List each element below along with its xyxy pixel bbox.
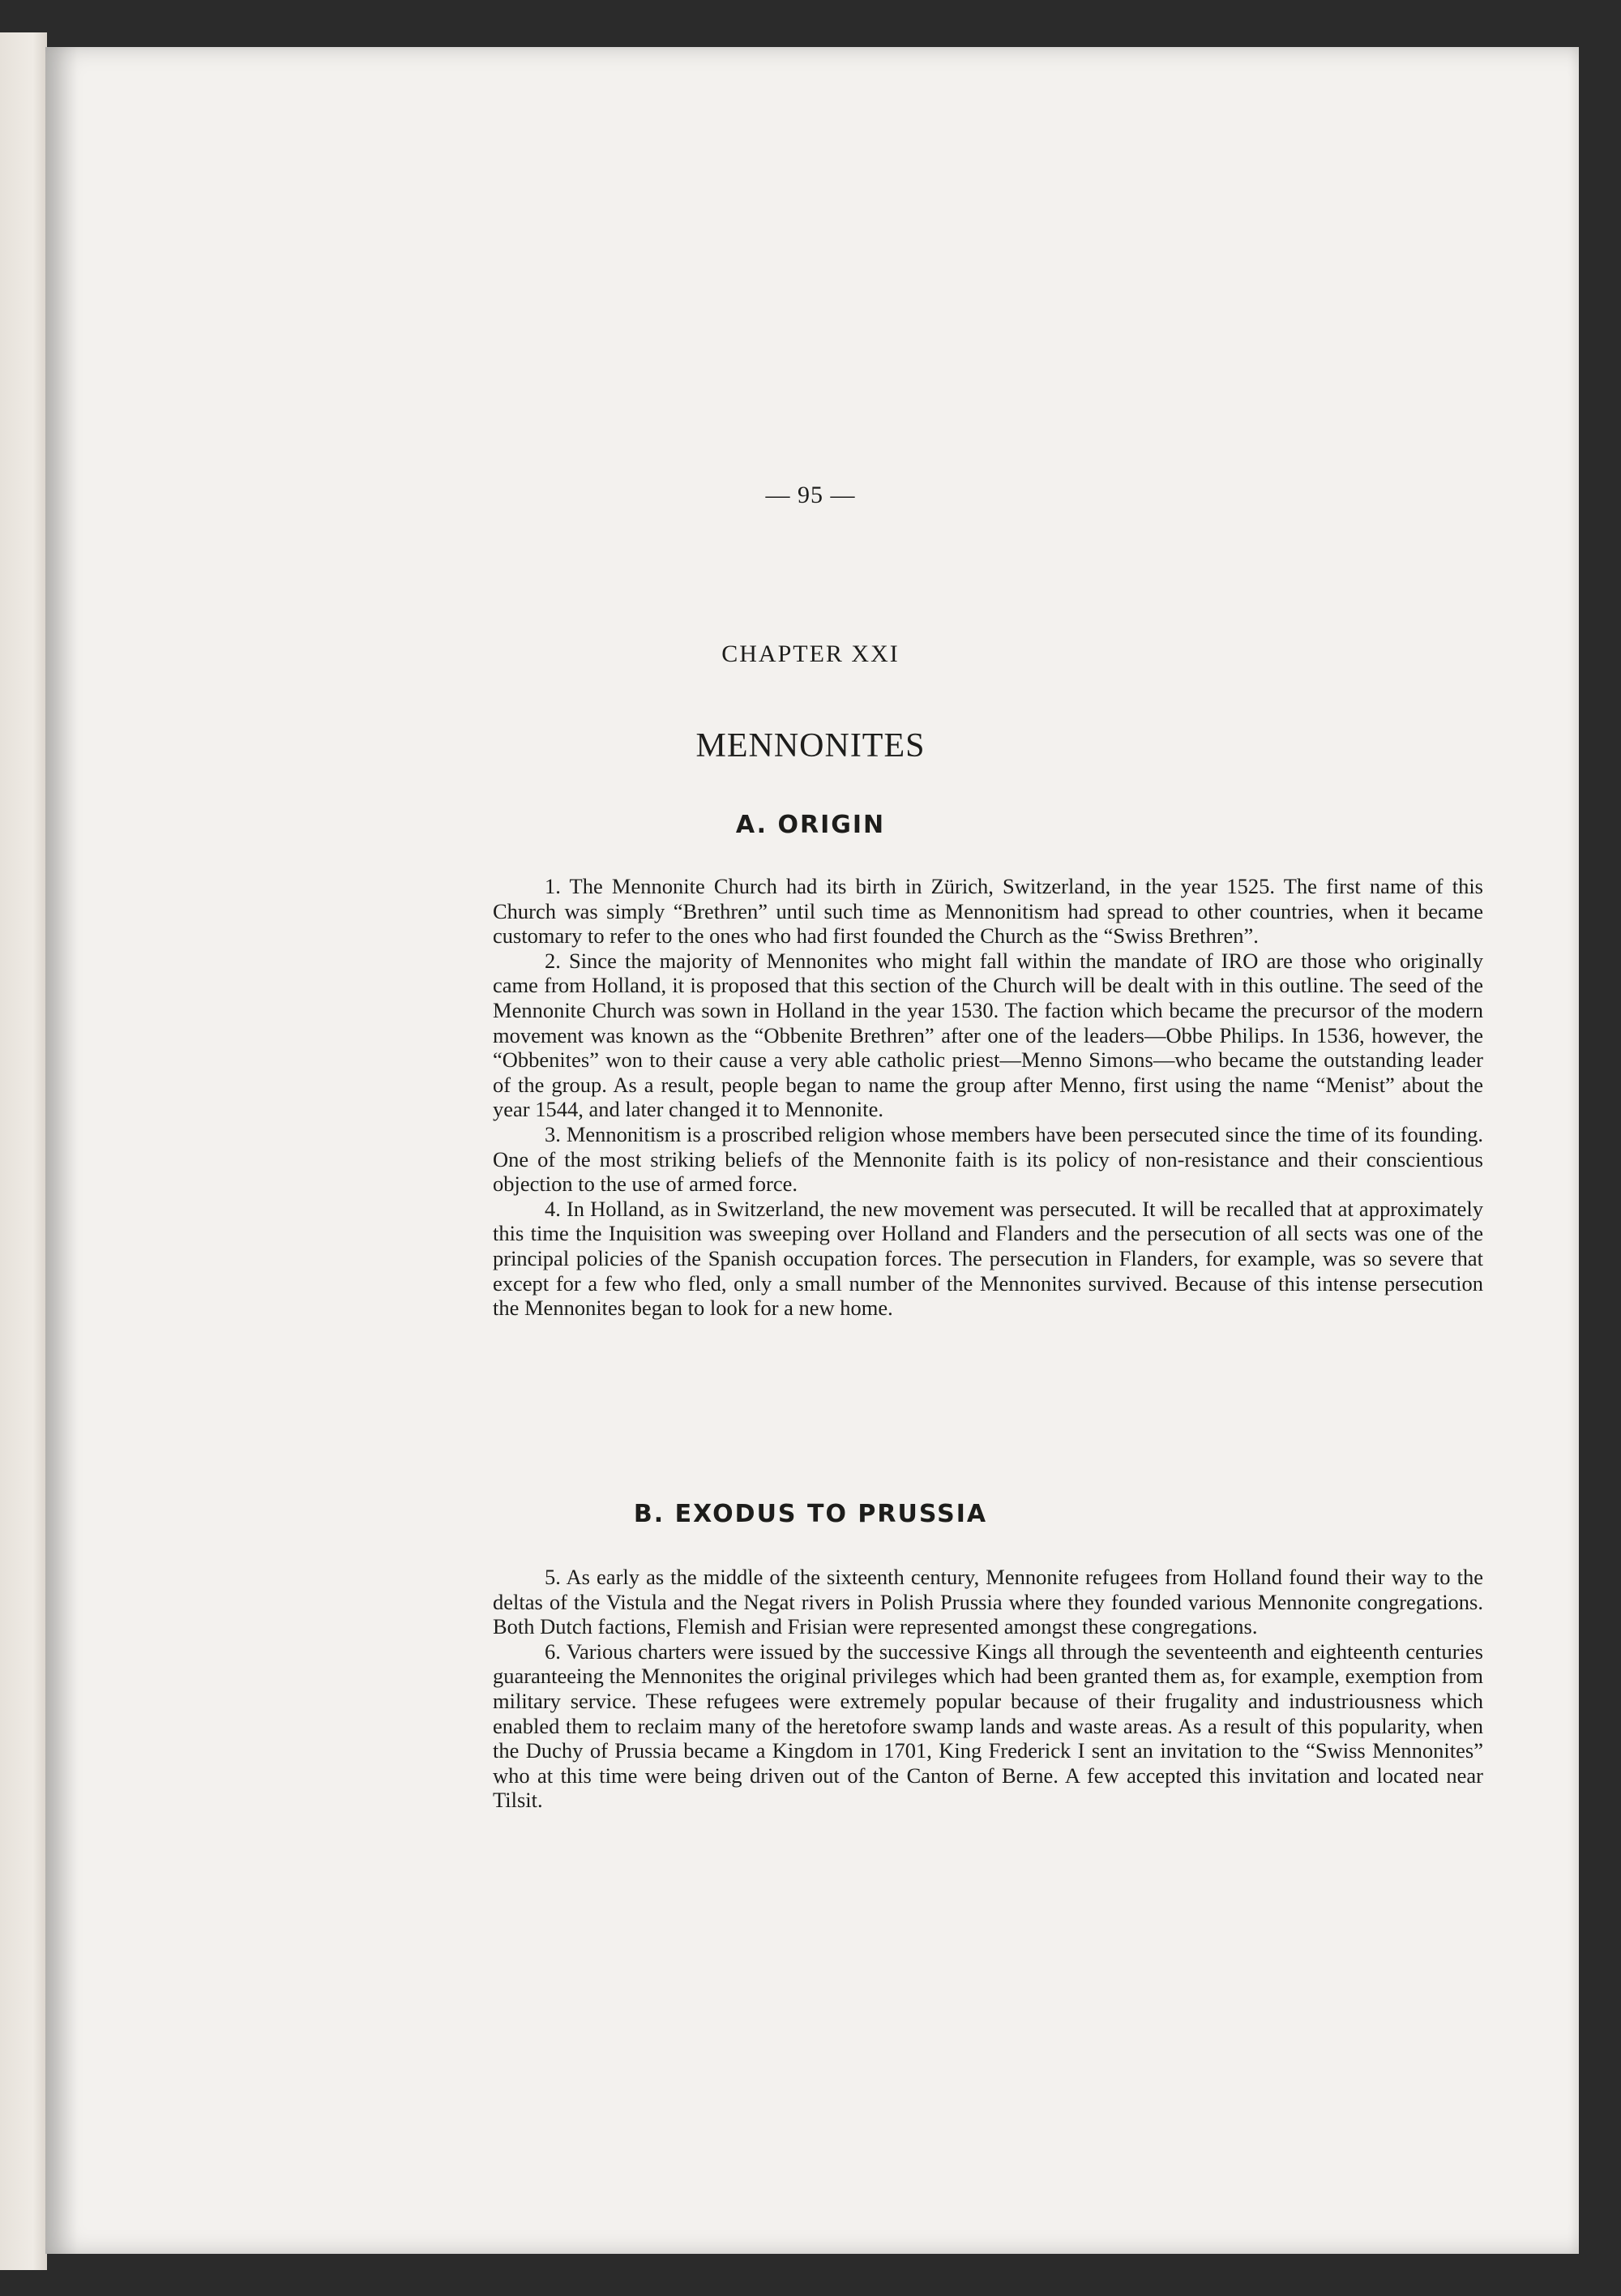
section-heading-origin: A. ORIGIN [735, 811, 886, 839]
spine-shadow [45, 47, 78, 2254]
page-number: — 95 — [765, 482, 856, 508]
paragraph-5: 5. As early as the middle of the sixteenth century, Mennonite refugees from Holland found their way to the deltas of the Vistula and the Negat rivers in Polish Prussia where they founded various Mennonite congregations. Both Dutch factions, Flemish and Frisian were represented amongst these congregations. [493, 1565, 1483, 1639]
section-body-exodus [493, 1565, 1483, 1813]
chapter-label: CHAPTER XXI [721, 640, 900, 667]
paragraph-6: 6. Various charters were issued by the successive Kings all through the seventeenth and eighteenth centuries guaranteeing the Mennonites the original privileges which had been granted them as, for example, exemption from military service. These refugees were extremely popular because of their frugality and industriousness which enabled them to reclaim many of the heretofore swamp lands and waste areas. As a result of this popularity, when the Duchy of Prussia became a Kingdom in 1701, King Frederick I sent an invitation to the “Swiss Mennonites” who at this time were being driven out of the Canton of Berne. A few accepted this invitation and located near Tilsit. [493, 1638, 1483, 1813]
paragraph-4: 4. In Holland, as in Switzerland, the new movement was persecuted. It will be recalled that at approximately this time the Inquisition was sweeping over Holland and Flanders and the persecution of all sects was one of the principal policies of the Spanish occupation forces. The persecution in Flanders, for example, was so severe that except for a few who fled, only a small number of the Mennonites survived. Because of this intense persecution the Mennonites began to look for a new home. [493, 1196, 1483, 1321]
previous-page-edge [0, 32, 47, 2270]
section-body-origin [493, 874, 1483, 1321]
paragraph-2: 2. Since the majority of Mennonites who might fall within the mandate of IRO are those who originally came from Holland, it is proposed that this section of the Church will be dealt with in this outline. The seed of the Mennonite Church was sown in Holland in the year 1530. The faction which became the precursor of the modern movement was known as the “Obbenite Brethren” after one of the leaders—Obbe Philips. In 1536, however, the “Obbenites” won to their cause a very able catholic priest—Menno Simons—who became the outstanding leader of the group. As a result, people began to name the group after Menno, first using the name “Menist” about the year 1544, and later changed it to Mennonite. [493, 948, 1483, 1122]
paragraph-3: 3. Mennonitism is a proscribed religion whose members have been persecuted since the time of its founding. One of the most striking beliefs of the Mennonite faith is its policy of non-resistance and their conscientious objection to the use of armed force. [493, 1121, 1483, 1197]
section-heading-exodus: B. EXODUS TO PRUSSIA [633, 1500, 988, 1528]
paragraph-1: 1. The Mennonite Church had its birth in Zürich, Switzerland, in the year 1525. The first name of this Church was simply “Brethren” until such time as Mennonitism had spread to other countries, when it became customary to refer to the ones who had first founded the Church as the “Swiss Brethren”. [493, 874, 1483, 949]
page-title: MENNONITES [695, 727, 926, 765]
